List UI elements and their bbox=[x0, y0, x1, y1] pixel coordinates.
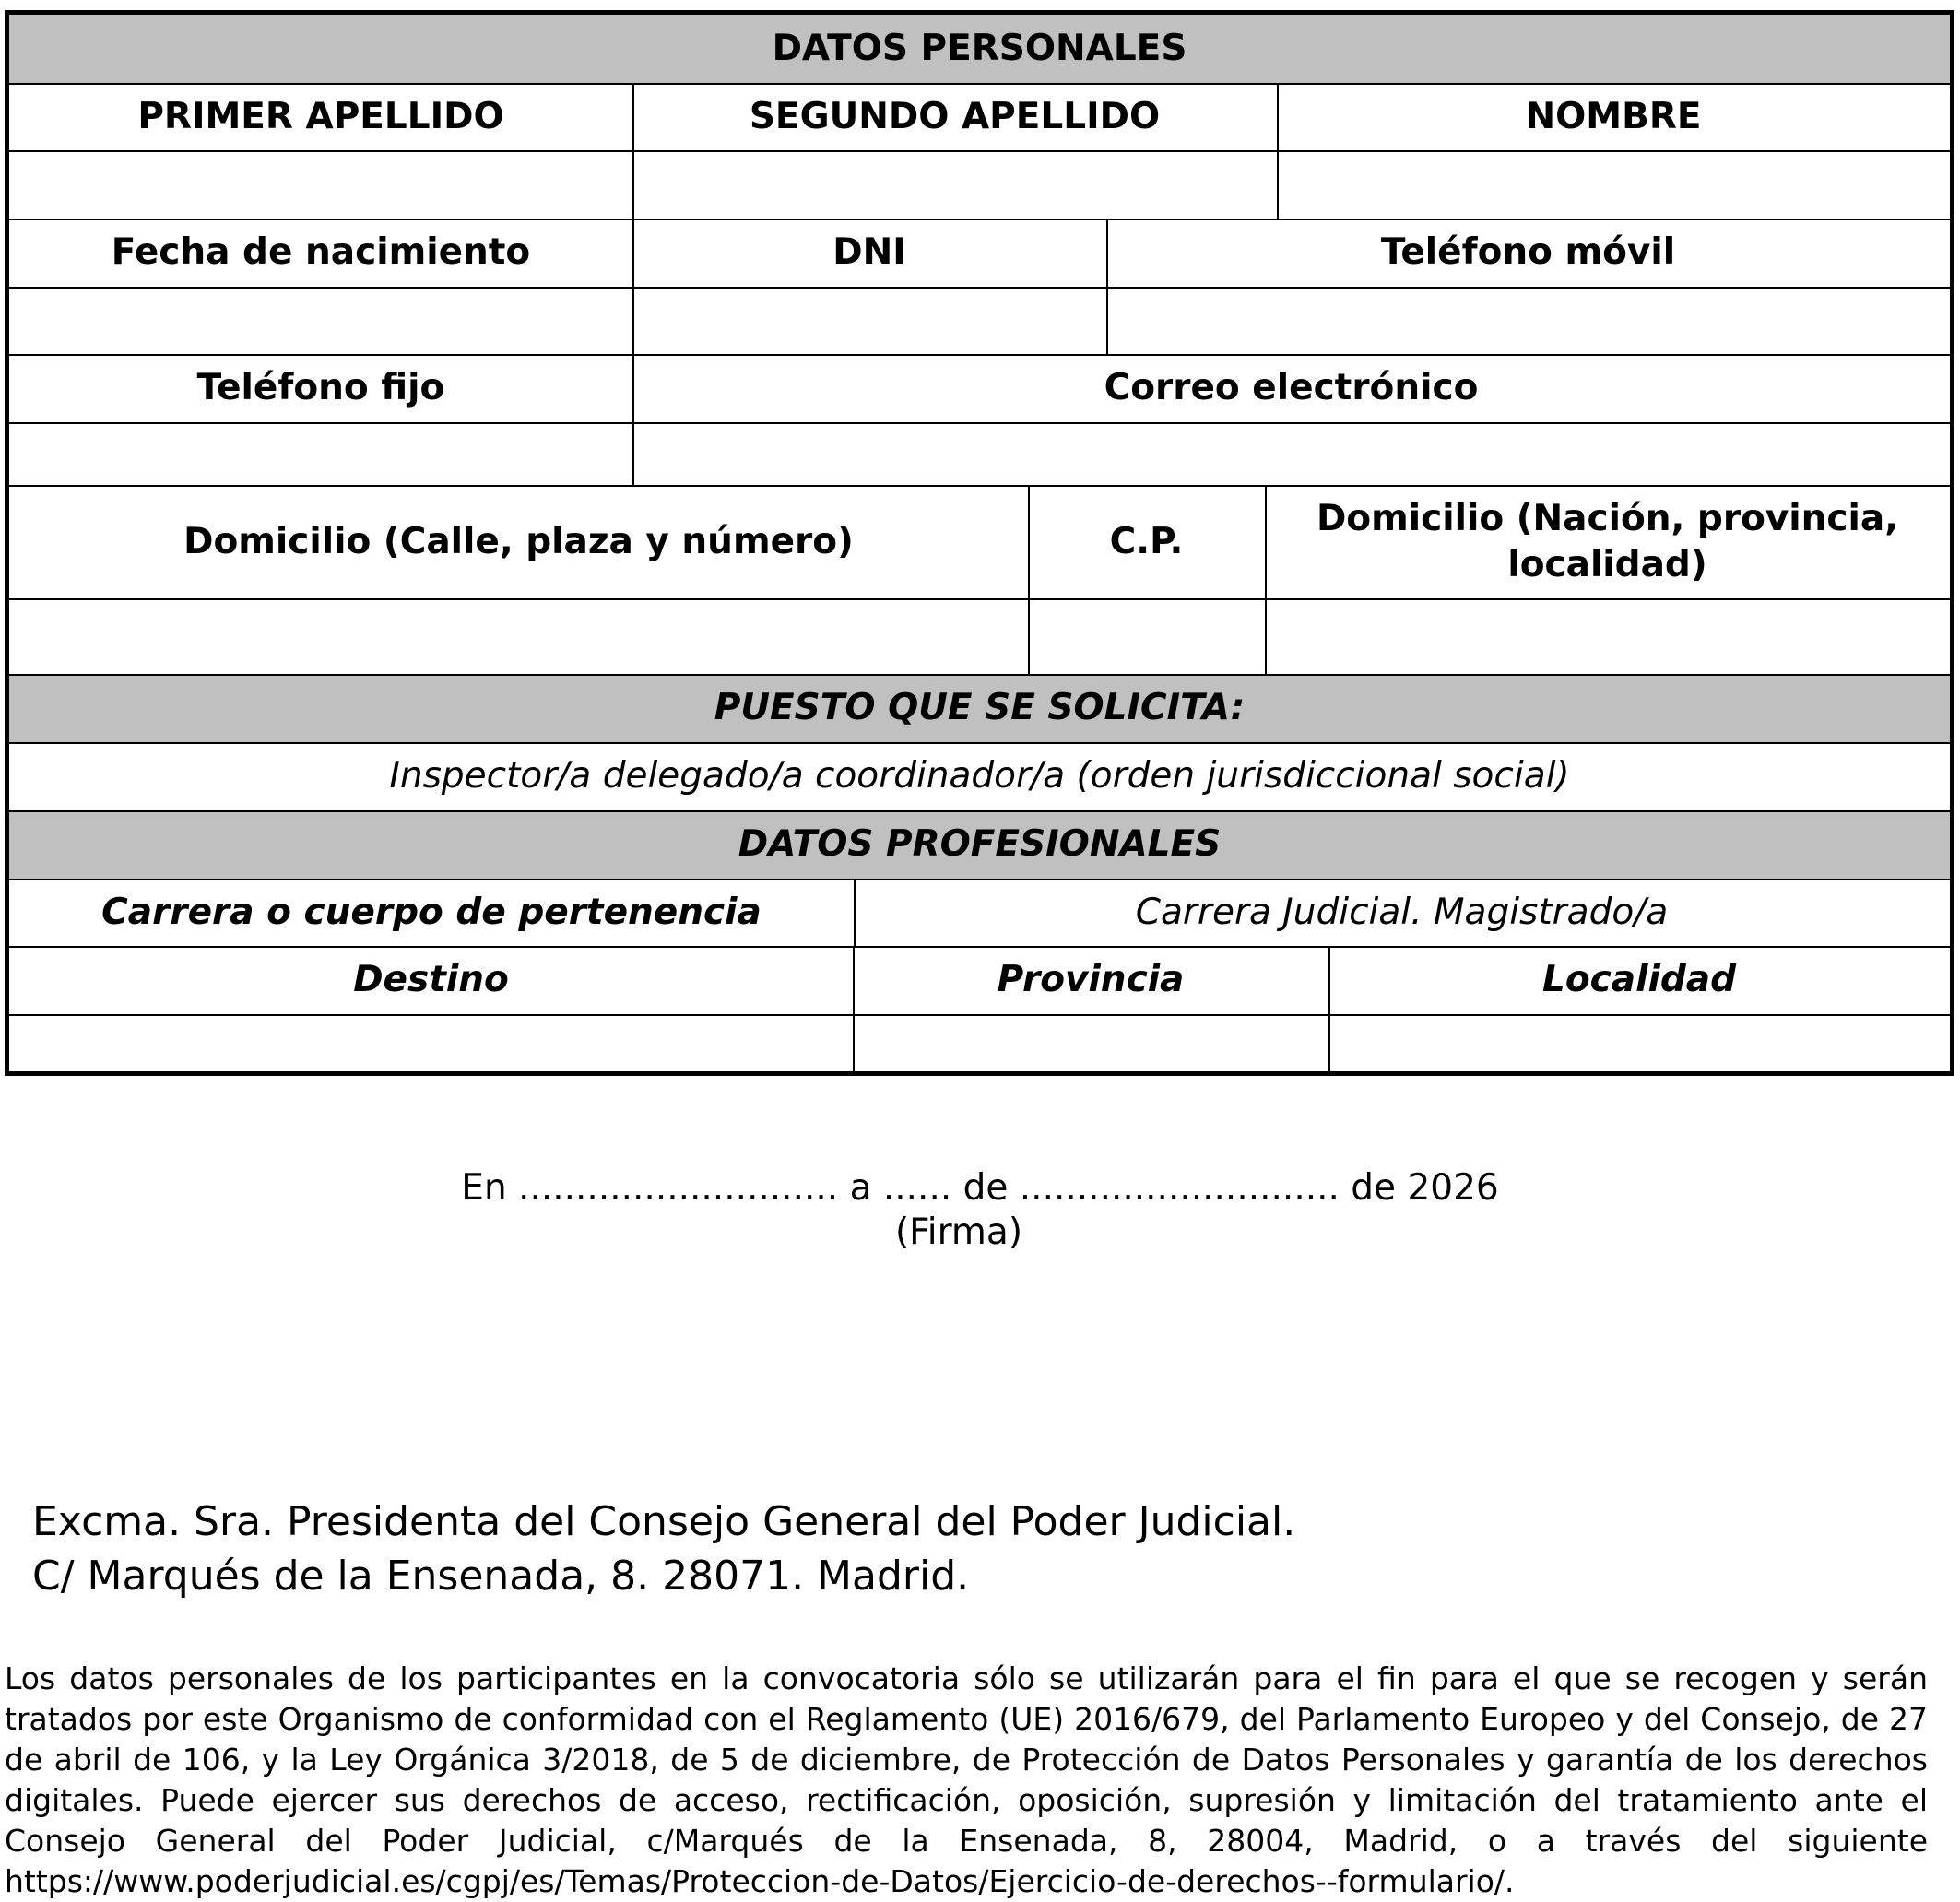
telefono-fijo-field[interactable] bbox=[9, 422, 632, 485]
label-provincia: Provincia bbox=[997, 959, 1185, 1000]
label-telefono-movil: Teléfono móvil bbox=[1380, 231, 1676, 273]
place-date-line: En ............................ a ...... de ............................ de 2026 bbox=[461, 1167, 1499, 1209]
section-title-professional: DATOS PROFESIONALES bbox=[738, 823, 1222, 865]
label-domicilio-calle: Domicilio (Calle, plaza y número) bbox=[183, 520, 854, 562]
carrera-value: Carrera Judicial. Magistrado/a bbox=[1135, 891, 1669, 933]
destino-field[interactable] bbox=[9, 1014, 853, 1071]
label-nombre: NOMBRE bbox=[1525, 95, 1702, 137]
nombre-field[interactable] bbox=[1277, 150, 1950, 219]
label-dni: DNI bbox=[832, 231, 906, 273]
primer-apellido-field[interactable] bbox=[9, 150, 632, 219]
cp-field[interactable] bbox=[1028, 598, 1265, 674]
domicilio-nacion-field[interactable] bbox=[1265, 598, 1950, 674]
label-correo: Correo electrónico bbox=[1104, 367, 1479, 408]
label-primer-apellido: PRIMER APELLIDO bbox=[137, 95, 504, 137]
dni-field[interactable] bbox=[632, 287, 1106, 354]
label-telefono-fijo: Teléfono fijo bbox=[196, 367, 445, 408]
correo-field[interactable] bbox=[632, 422, 1950, 485]
privacy-notice: Los datos personales de los participantes en la convocatoria sólo se utilizarán para el fin para el que se recogen y serán tratados por este Organismo de conformidad con el Reglamento (UE) 2016/679, del Parlamento Europeo y del Consejo, de 27 de abril de 106, y la Ley Orgánica 3/2018, de 5 de diciembre, de Protección de Datos Personales y garantía de los derechos digitales. Puede ejercer sus derechos de acceso, rectificación, oposición, supresión y limitación del tratamiento ante el Consejo General del Poder Judicial, c/Marqués de la Ensenada, 8, 28004, Madrid, o a través del siguiente https://www.poderjudicial.es/cgpj/es/Temas/Proteccion-de-Datos/Ejercicio-de-derechos--formulario/. bbox=[5, 1660, 1928, 1899]
label-domicilio-nacion-line1: Domicilio (Nación, provincia, bbox=[1316, 497, 1899, 539]
provincia-field[interactable] bbox=[853, 1014, 1328, 1071]
label-carrera: Carrera o cuerpo de pertenencia bbox=[101, 891, 762, 933]
label-domicilio-nacion bbox=[1265, 485, 1950, 598]
puesto-value: Inspector/a delegado/a coordinador/a (orden jurisdiccional social) bbox=[389, 755, 1570, 797]
fecha-nacimiento-field[interactable] bbox=[9, 287, 632, 354]
addressee-line-1: Excma. Sra. Presidenta del Consejo General del Poder Judicial. bbox=[32, 1498, 1296, 1545]
addressee-line-2: C/ Marqués de la Ensenada, 8. 28071. Madrid. bbox=[32, 1553, 970, 1600]
section-title-personal: DATOS PERSONALES bbox=[772, 28, 1187, 69]
label-localidad: Localidad bbox=[1542, 959, 1736, 1000]
label-segundo-apellido: SEGUNDO APELLIDO bbox=[749, 95, 1161, 137]
localidad-field[interactable] bbox=[1328, 1014, 1950, 1071]
telefono-movil-field[interactable] bbox=[1106, 287, 1950, 354]
section-title-position: PUESTO QUE SE SOLICITA: bbox=[714, 687, 1246, 728]
domicilio-calle-field[interactable] bbox=[9, 598, 1028, 674]
signature-label: (Firma) bbox=[894, 1211, 1023, 1253]
application-form bbox=[5, 10, 1954, 1076]
segundo-apellido-field[interactable] bbox=[632, 150, 1277, 219]
label-destino: Destino bbox=[353, 959, 509, 1000]
label-cp: C.P. bbox=[1109, 520, 1184, 562]
label-fecha-nacimiento: Fecha de nacimiento bbox=[111, 231, 531, 273]
label-domicilio-nacion-line2: localidad) bbox=[1507, 543, 1707, 585]
